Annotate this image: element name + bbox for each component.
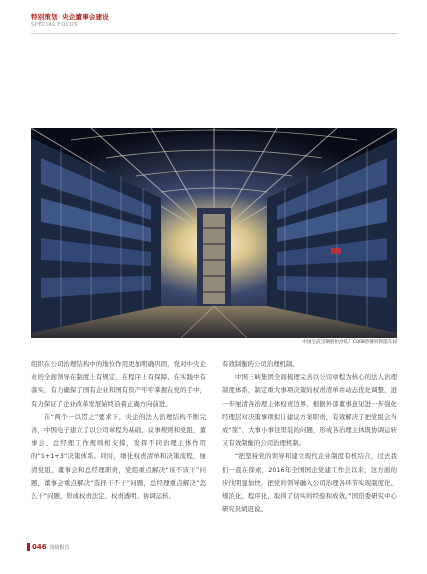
article-column-left — [31, 358, 206, 503]
left-paragraph-2: 在“两个一以贯之”要求下，央企的法人治理结构不断完善，中国电子建立了以公司章程为基础，议事规则和党组、董事会、总经理工作规则相支撑，发挥不同治理主体作用的“1+1+3”决策体系。同时，细化权责清单和决策流程，厘清党组、董事会和总经理职责，党组重点解决“该不该干”问题，董事会重点解决“选择干不干”问题，总经理重点解决“怎么干”问题，形成权责法定、权责透明、协调运转、 — [31, 412, 206, 501]
header-topic: 央企董事会建设 — [62, 13, 109, 21]
page-number: 046 — [32, 543, 47, 551]
footer-mark — [27, 543, 30, 551]
right-paragraph-3: “把坚持党的领导和建立现代企业制度有机结合，过去我们一直在探索，2016年全国国企党建工作会以来，这方面的步伐明显加快，把党的领导融入公司治理各环节实现制度化、规范化、程序化，取得了切实的经验和成效。”国资委研究中心研究员胡迟说。 — [222, 452, 397, 514]
right-paragraph-2: 中国三峡集团全面梳理完善以公司章程为核心的法人治理制度体系，制定重大事项决策的权责清单并动态优化调整，进一步厘清各治理主体权责边界，根据外部董事意见进一步强化经理层对决策事项拟订建议方案职责，有效解决了把党组会当成“筐”、大事小事往里装的问题，形成各治理主体既协调运转又有效制衡的公司治理机制。 — [222, 373, 397, 448]
article-photo — [31, 128, 397, 338]
header-separator: · — [58, 13, 62, 21]
left-paragraph-1: 组织在公司治理结构中的地位作用更加明确巩固，党对中央企业的全面领导在制度上有规定、在程序上有保障、在实践中有落实，有力确保了国有企业和国有资产牢牢掌握在党的手中，有力保证了企业改革发展始终沿着正确方向前进。 — [31, 360, 206, 408]
header-section-en: SPECIAL FOCUS — [31, 22, 79, 28]
factory-photo-illustration — [31, 128, 397, 338]
header-title — [31, 12, 109, 21]
photo-caption: 中国宝武宝钢股份冷轧厂C008热镀锌智能车间 — [302, 340, 397, 345]
header-section: 特别策划 — [31, 13, 58, 21]
right-paragraph-1: 有效制衡的公司治理机制。 — [222, 360, 299, 368]
article-column-right — [222, 358, 397, 516]
page-footer — [27, 543, 70, 551]
publication-name: 国资报告 — [49, 544, 70, 551]
page-header — [31, 12, 109, 28]
header-rule — [31, 33, 397, 34]
